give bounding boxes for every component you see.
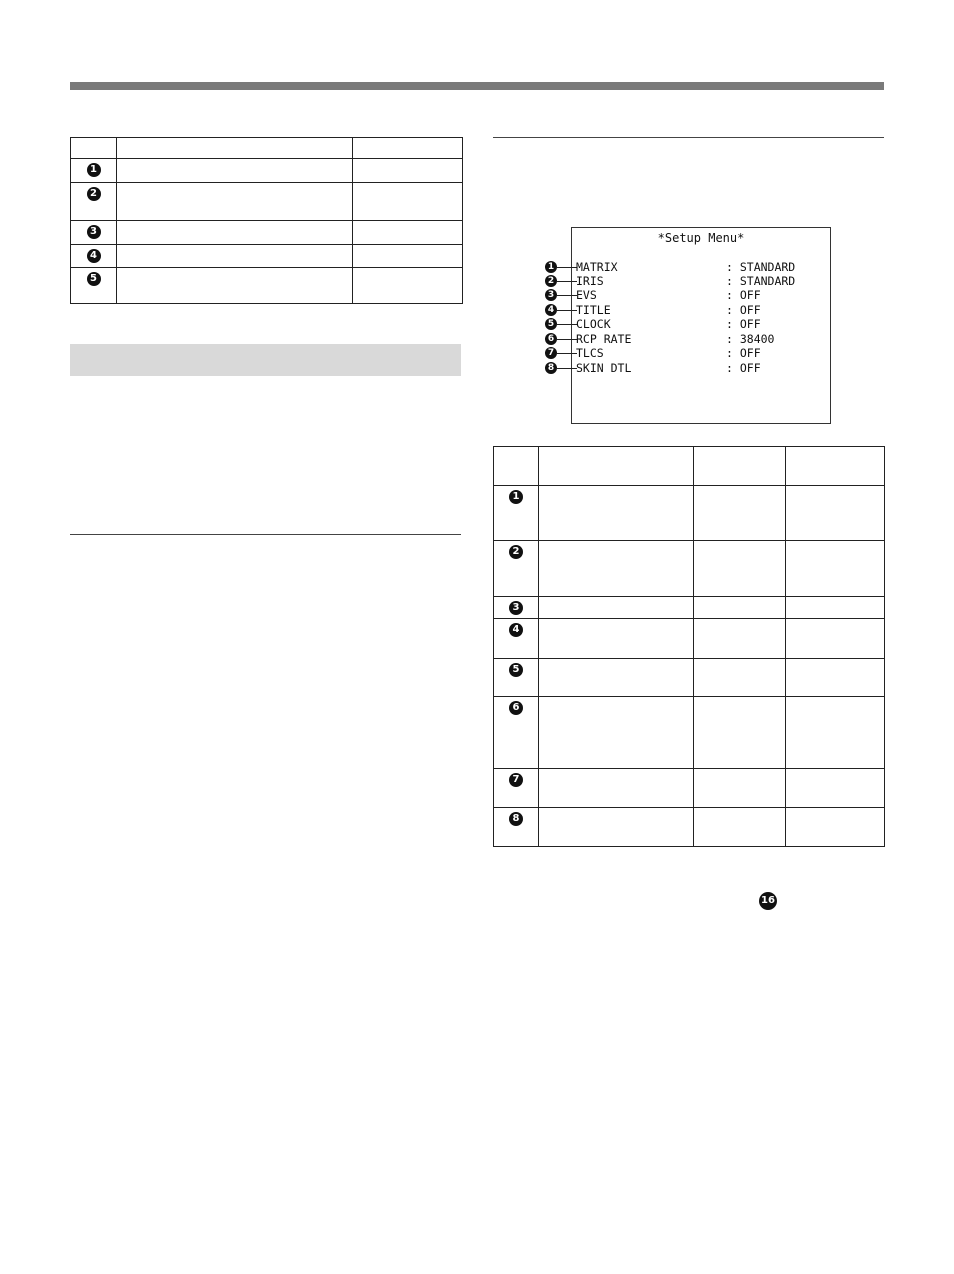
- number-marker-icon: 7: [545, 347, 557, 359]
- number-marker-icon: 2: [509, 545, 523, 559]
- number-marker-icon: 1: [509, 490, 523, 504]
- number-marker-icon: 4: [87, 249, 101, 263]
- table-row: [71, 159, 463, 183]
- menu-item-name: SKIN DTL: [576, 361, 632, 375]
- table-row: [71, 245, 463, 268]
- number-marker-icon: 7: [509, 773, 523, 787]
- table-row: [494, 808, 885, 847]
- menu-item-value: : OFF: [726, 303, 761, 317]
- number-marker-icon: 5: [545, 318, 557, 330]
- number-marker-icon: 5: [87, 272, 101, 286]
- menu-item-value: : 38400: [726, 332, 775, 346]
- number-marker-icon: 5: [509, 663, 523, 677]
- leader-line: [557, 310, 577, 311]
- number-marker-icon: 1: [545, 261, 557, 273]
- leader-line: [557, 295, 577, 296]
- section-heading-bar: [70, 344, 461, 376]
- menu-item-name: EVS: [576, 288, 597, 302]
- number-marker-icon: 8: [509, 812, 523, 826]
- number-marker-icon: 3: [545, 289, 557, 301]
- number-marker-icon: 8: [545, 362, 557, 374]
- section-divider: [493, 137, 884, 138]
- number-marker-icon: 1: [87, 163, 101, 177]
- section-divider: [70, 534, 461, 535]
- number-marker-icon: 2: [87, 187, 101, 201]
- left-settings-table: [70, 137, 463, 304]
- setup-menu-title: *Setup Menu*: [657, 231, 745, 245]
- table-row: [71, 268, 463, 304]
- number-marker-icon: 6: [509, 701, 523, 715]
- number-marker-icon: 3: [509, 601, 523, 615]
- number-marker-icon: 3: [87, 225, 101, 239]
- menu-item-name: TITLE: [576, 303, 611, 317]
- table-row: [494, 769, 885, 808]
- number-marker-icon: 2: [545, 275, 557, 287]
- table-header-row: [71, 138, 463, 159]
- menu-item-value: : STANDARD: [726, 260, 796, 274]
- page-reference-marker-icon: 16: [759, 892, 777, 910]
- menu-item-name: IRIS: [576, 274, 604, 288]
- right-settings-table: [493, 446, 885, 847]
- menu-item-value: : OFF: [726, 361, 761, 375]
- leader-line: [557, 353, 577, 354]
- menu-item-name: CLOCK: [576, 317, 611, 331]
- table-header-row: [494, 447, 885, 486]
- table-row: [71, 183, 463, 221]
- leader-line: [557, 339, 577, 340]
- header-rule: [70, 82, 884, 90]
- number-marker-icon: 4: [545, 304, 557, 316]
- menu-item-value: : OFF: [726, 346, 761, 360]
- number-marker-icon: 6: [545, 333, 557, 345]
- leader-line: [557, 281, 577, 282]
- menu-item-value: : STANDARD: [726, 274, 796, 288]
- menu-item-name: RCP RATE: [576, 332, 632, 346]
- table-row: [494, 597, 885, 619]
- leader-line: [557, 324, 577, 325]
- table-row: [494, 659, 885, 697]
- table-row: [494, 486, 885, 541]
- number-marker-icon: 4: [509, 623, 523, 637]
- leader-line: [557, 267, 577, 268]
- leader-line: [557, 368, 577, 369]
- menu-item-name: TLCS: [576, 346, 604, 360]
- menu-item-value: : OFF: [726, 288, 761, 302]
- table-row: [494, 619, 885, 659]
- menu-item-name: MATRIX: [576, 260, 618, 274]
- table-row: [494, 541, 885, 597]
- menu-item-value: : OFF: [726, 317, 761, 331]
- table-row: [71, 221, 463, 245]
- table-row: [494, 697, 885, 769]
